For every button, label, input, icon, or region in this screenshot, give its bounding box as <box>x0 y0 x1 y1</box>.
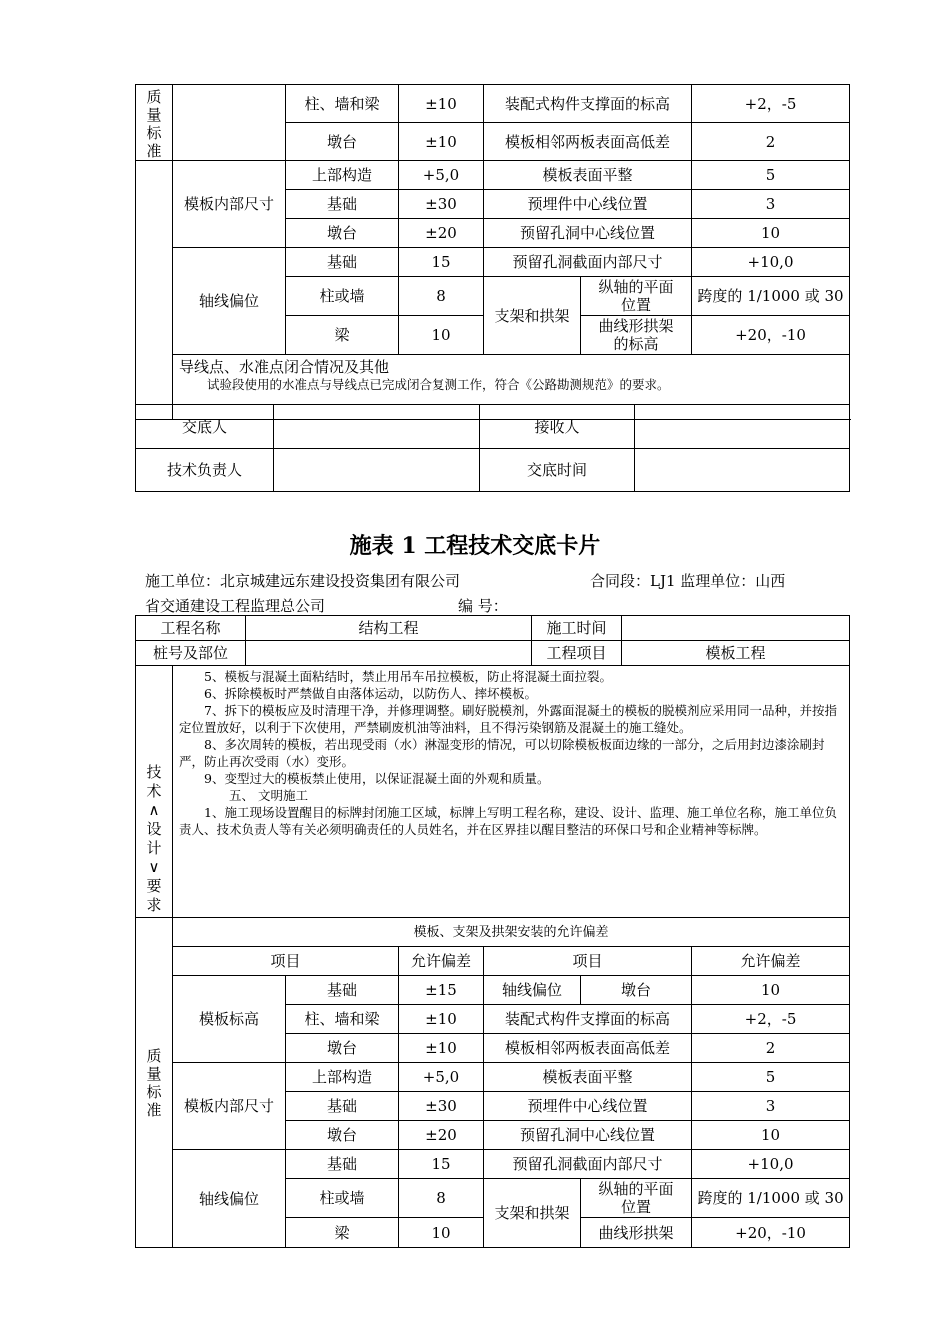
value: 5 <box>692 161 850 190</box>
value: 10 <box>692 219 850 248</box>
time-value[interactable] <box>635 449 850 492</box>
support-label: 支架和拱架 <box>484 277 581 355</box>
sign-table <box>135 404 850 492</box>
sub-item: 梁 <box>286 1218 399 1248</box>
inner-size-label: 模板内部尺寸 <box>173 1063 286 1150</box>
axis-label: 轴线偏位 <box>173 1150 286 1248</box>
quality-label: 质量标准 <box>136 918 173 1248</box>
sub-item: 基础 <box>286 190 399 219</box>
value: 跨度的 1/1000 或 30 <box>692 1179 850 1218</box>
receiver-value[interactable] <box>635 405 850 449</box>
tech-lead-value[interactable] <box>274 449 480 492</box>
tolerance: 8 <box>399 1179 484 1218</box>
sub-item: 梁 <box>286 316 399 355</box>
elevation-label: 模板标高 <box>173 976 286 1063</box>
sub-item: 上部构造 <box>286 161 399 190</box>
tolerance: ±10 <box>399 1005 484 1034</box>
sub-item: 墩台 <box>286 123 399 161</box>
item: 装配式构件支撑面的标高 <box>484 85 692 123</box>
tolerance: +5,0 <box>399 161 484 190</box>
value: 跨度的 1/1000 或 30 <box>692 277 850 316</box>
bottom-quality-table <box>135 917 850 1248</box>
value: +10,0 <box>692 1150 850 1179</box>
tech-para: 8、多次周转的模板，若出现受雨（水）淋湿变形的情况，可以切除模板板面边缘的一部分，之后用封边漆涂刷封严，防止再次受雨（水）变形。 <box>179 737 825 769</box>
tech-section-heading: 五、 文明施工 <box>229 788 308 803</box>
support-sub: 曲线形拱架 <box>581 1218 692 1248</box>
tech-para: 6、拆除模板时严禁做自由落体运动，以防伤人、摔坏模板。 <box>204 686 537 701</box>
quality-label-cont <box>136 161 173 420</box>
sub-item: 基础 <box>286 248 399 277</box>
tolerance: ±20 <box>399 219 484 248</box>
value: +10,0 <box>692 248 850 277</box>
item: 模板表面平整 <box>484 1063 692 1092</box>
time-label: 交底时间 <box>480 449 635 492</box>
sub-item: 柱、墙和梁 <box>286 1005 399 1034</box>
construct-time-value[interactable] <box>622 616 850 641</box>
work-item-label: 工程项目 <box>532 641 622 666</box>
tech-para: 5、模板与混凝土面粘结时，禁止用吊车吊拉模板，防止将混凝土面拉裂。 <box>204 669 612 684</box>
tech-para: 9、变型过大的模板禁止使用，以保证混凝土面的外观和质量。 <box>204 771 550 786</box>
page-title: 施表 1 工程技术交底卡片 <box>349 533 601 559</box>
work-item-value: 模板工程 <box>622 641 850 666</box>
value: +2，-5 <box>692 1005 850 1034</box>
contract-supervisor: 合同段：LJ1 监理单位：山西 <box>590 572 786 590</box>
sub-item: 基础 <box>286 976 399 1005</box>
sub-item: 墩台 <box>286 219 399 248</box>
col-tolerance: 允许偏差 <box>399 947 484 976</box>
guide-text: 试验段使用的水准点与导线点已完成闭合复测工作，符合《公路勘测规范》的要求。 <box>207 377 670 392</box>
project-name-label: 工程名称 <box>136 616 246 641</box>
col-tolerance-2: 允许偏差 <box>692 947 850 976</box>
axis-label: 轴线偏位 <box>173 248 286 355</box>
top-quality-table <box>135 84 850 420</box>
receiver-label: 接收人 <box>480 405 635 449</box>
axis-item: 轴线偏位 <box>484 976 581 1005</box>
tolerance: ±30 <box>399 1092 484 1121</box>
item: 装配式构件支撑面的标高 <box>484 1005 692 1034</box>
tech-para: 7、拆下的模板应及时清理干净，并修理调整。刷好脱模剂，外露面混凝土的模板的脱模剂应采用同一品种，并按指定位置放好，以利于下次使用，严禁刷废机油等油料，且不得污染钢筋及混凝土的施工缝处。 <box>179 703 837 735</box>
empty-cell <box>173 85 286 161</box>
supervisor-cont: 省交通建设工程监理总公司 <box>145 597 326 615</box>
sub-item: 基础 <box>286 1092 399 1121</box>
value: 5 <box>692 1063 850 1092</box>
sub-item: 基础 <box>286 1150 399 1179</box>
tolerance: +5,0 <box>399 1063 484 1092</box>
tolerance: ±10 <box>399 123 484 161</box>
value: 3 <box>692 1092 850 1121</box>
support-sub: 纵轴的平面位置 <box>581 277 692 316</box>
value: 10 <box>692 1121 850 1150</box>
construct-time-label: 施工时间 <box>532 616 622 641</box>
item: 模板相邻两板表面高低差 <box>484 123 692 161</box>
card-header-table <box>135 615 850 666</box>
item: 预埋件中心线位置 <box>484 1092 692 1121</box>
value: +20，-10 <box>692 1218 850 1248</box>
value: 10 <box>692 976 850 1005</box>
serial-number: 编 号： <box>458 597 508 615</box>
tolerance: ±10 <box>399 1034 484 1063</box>
guide-heading: 导线点、水准点闭合情况及其他 <box>179 358 390 376</box>
tech-para: 1、施工现场设置醒目的标牌封闭施工区域，标牌上写明工程名称，建设、设计、监理、施工单位名称，施工单位负责人、技术负责人等有关必须明确责任的人员姓名，并在区界挂以醒目整洁的环保口号和企业精神等标牌。 <box>179 805 837 837</box>
tolerance: ±10 <box>399 85 484 123</box>
sub-item: 柱或墙 <box>286 1179 399 1218</box>
project-name-value: 结构工程 <box>246 616 532 641</box>
item: 预埋件中心线位置 <box>484 190 692 219</box>
tolerance: 15 <box>399 248 484 277</box>
tolerance: ±15 <box>399 976 484 1005</box>
tolerance: 10 <box>399 316 484 355</box>
tech-lead-label: 技术负责人 <box>136 449 274 492</box>
sub-item: 柱、墙和梁 <box>286 85 399 123</box>
support-sub: 纵轴的平面位置 <box>581 1179 692 1218</box>
axis-sub: 墩台 <box>581 976 692 1005</box>
item: 模板表面平整 <box>484 161 692 190</box>
sub-item: 墩台 <box>286 1121 399 1150</box>
tolerance: ±30 <box>399 190 484 219</box>
item: 预留孔洞中心线位置 <box>484 219 692 248</box>
item: 模板相邻两板表面高低差 <box>484 1034 692 1063</box>
tolerance-title: 模板、支架及拱架安装的允许偏差 <box>173 918 850 947</box>
value: 2 <box>692 123 850 161</box>
support-label: 支架和拱架 <box>484 1179 581 1248</box>
tolerance: ±20 <box>399 1121 484 1150</box>
support-sub: 曲线形拱架的标高 <box>581 316 692 355</box>
handover-label: 交底人 <box>136 405 274 449</box>
sub-item: 上部构造 <box>286 1063 399 1092</box>
col-item-2: 项目 <box>484 947 692 976</box>
item: 预留孔洞中心线位置 <box>484 1121 692 1150</box>
quality-label: 质量标准 <box>136 85 173 161</box>
col-item: 项目 <box>173 947 399 976</box>
tech-content <box>173 666 850 918</box>
inner-size-label: 模板内部尺寸 <box>173 161 286 248</box>
value: 2 <box>692 1034 850 1063</box>
value: +20，-10 <box>692 316 850 355</box>
value: +2，-5 <box>692 85 850 123</box>
pile-label: 桩号及部位 <box>136 641 246 666</box>
tolerance: 10 <box>399 1218 484 1248</box>
tech-label: 技术∧设计∨要求 <box>136 666 173 918</box>
item: 预留孔洞截面内部尺寸 <box>484 1150 692 1179</box>
construction-unit: 施工单位：北京城建远东建设投资集团有限公司 <box>145 572 461 590</box>
pile-value[interactable] <box>246 641 532 666</box>
value: 3 <box>692 190 850 219</box>
handover-value[interactable] <box>274 405 480 449</box>
tolerance: 8 <box>399 277 484 316</box>
sub-item: 柱或墙 <box>286 277 399 316</box>
tech-requirements-table <box>135 665 850 918</box>
sub-item: 墩台 <box>286 1034 399 1063</box>
tolerance: 15 <box>399 1150 484 1179</box>
item: 预留孔洞截面内部尺寸 <box>484 248 692 277</box>
